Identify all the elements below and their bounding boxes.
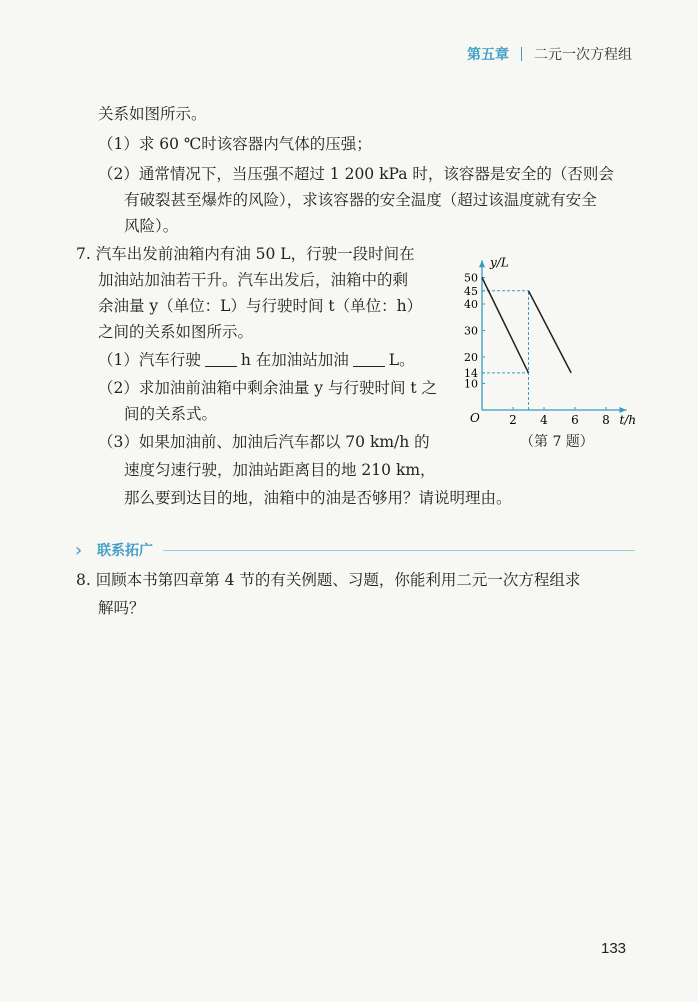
y-tick-label: 10 xyxy=(464,377,478,391)
section-header xyxy=(75,540,635,560)
text-line: （2）通常情况下，当压强不超过 1 200 kPa 时，该容器是安全的（否则会 xyxy=(98,165,614,183)
text-line: 余油量 y（单位：L）与行驶时间 t（单位：h） xyxy=(98,297,423,315)
text-line: （2）求加油前油箱中剩余油量 y 与行驶时间 t 之 xyxy=(98,379,438,397)
chevron-right-icon: › xyxy=(75,539,83,561)
x-axis-label: t/h xyxy=(619,413,637,427)
part-1-text-a: （1）汽车行驶 xyxy=(98,351,201,369)
fuel-chart xyxy=(460,238,637,427)
chapter-title: 二元一次方程组 xyxy=(534,47,632,63)
question-7-part-1 xyxy=(98,350,415,370)
y-tick-label: 50 xyxy=(464,271,478,285)
y-axis-arrow xyxy=(479,260,485,267)
text-line: 速度匀速行驶，加油站距离目的地 210 km， xyxy=(124,461,436,479)
x-tick-label: 4 xyxy=(540,413,548,427)
answer-blank[interactable] xyxy=(205,352,237,367)
section-rule xyxy=(163,550,635,551)
y-tick-label: 45 xyxy=(464,284,478,298)
text-line: 有破裂甚至爆炸的风险），求该容器的安全温度（超过该温度就有安全 xyxy=(124,191,597,209)
part-1-text-c: L。 xyxy=(388,351,415,369)
figure-caption: （第 7 题） xyxy=(520,434,594,450)
text-line: 解吗？ xyxy=(98,599,145,617)
text-line: 风险）。 xyxy=(124,217,179,235)
x-tick-label: 2 xyxy=(509,413,517,427)
question-8-line: 8. 回顾本书第四章第 4 节的有关例题、习题，你能利用二元一次方程组求 xyxy=(76,571,581,589)
page-number: 133 xyxy=(601,940,627,957)
y-tick-label: 20 xyxy=(464,351,478,364)
running-header xyxy=(467,44,632,64)
data-line xyxy=(529,291,572,373)
text-line: （1）求 60 ℃时该容器内气体的压强； xyxy=(98,135,372,153)
text-line: 那么要到达目的地，油箱中的油是否够用？请说明理由。 xyxy=(124,489,512,507)
text-line: （3）如果加油前、加油后汽车都以 70 km/h 的 xyxy=(98,433,430,451)
y-tick-label: 14 xyxy=(464,366,478,380)
x-tick-label: 6 xyxy=(571,413,579,427)
origin-label: O xyxy=(470,411,480,425)
x-tick-label: 8 xyxy=(602,413,610,427)
y-tick-label: 40 xyxy=(464,298,478,311)
section-title: 联系拓广 xyxy=(97,543,153,559)
y-axis-label: y/L xyxy=(490,255,509,270)
text-line: 关系如图所示。 xyxy=(98,105,207,123)
y-tick-label: 30 xyxy=(464,324,478,338)
text-line: 之间的关系如图所示。 xyxy=(98,323,254,341)
text-line: 间的关系式。 xyxy=(124,405,218,423)
text-line: 加油站加油若干升。汽车出发后，油箱中的剩 xyxy=(98,271,409,289)
answer-blank[interactable] xyxy=(353,352,385,367)
chapter-label: 第五章 xyxy=(467,47,509,63)
data-line xyxy=(482,278,529,373)
question-7-line: 7. 汽车出发前油箱内有油 50 L，行驶一段时间在 xyxy=(76,245,415,263)
header-divider xyxy=(521,47,522,61)
part-1-text-b: h 在加油站加油 xyxy=(240,351,349,369)
